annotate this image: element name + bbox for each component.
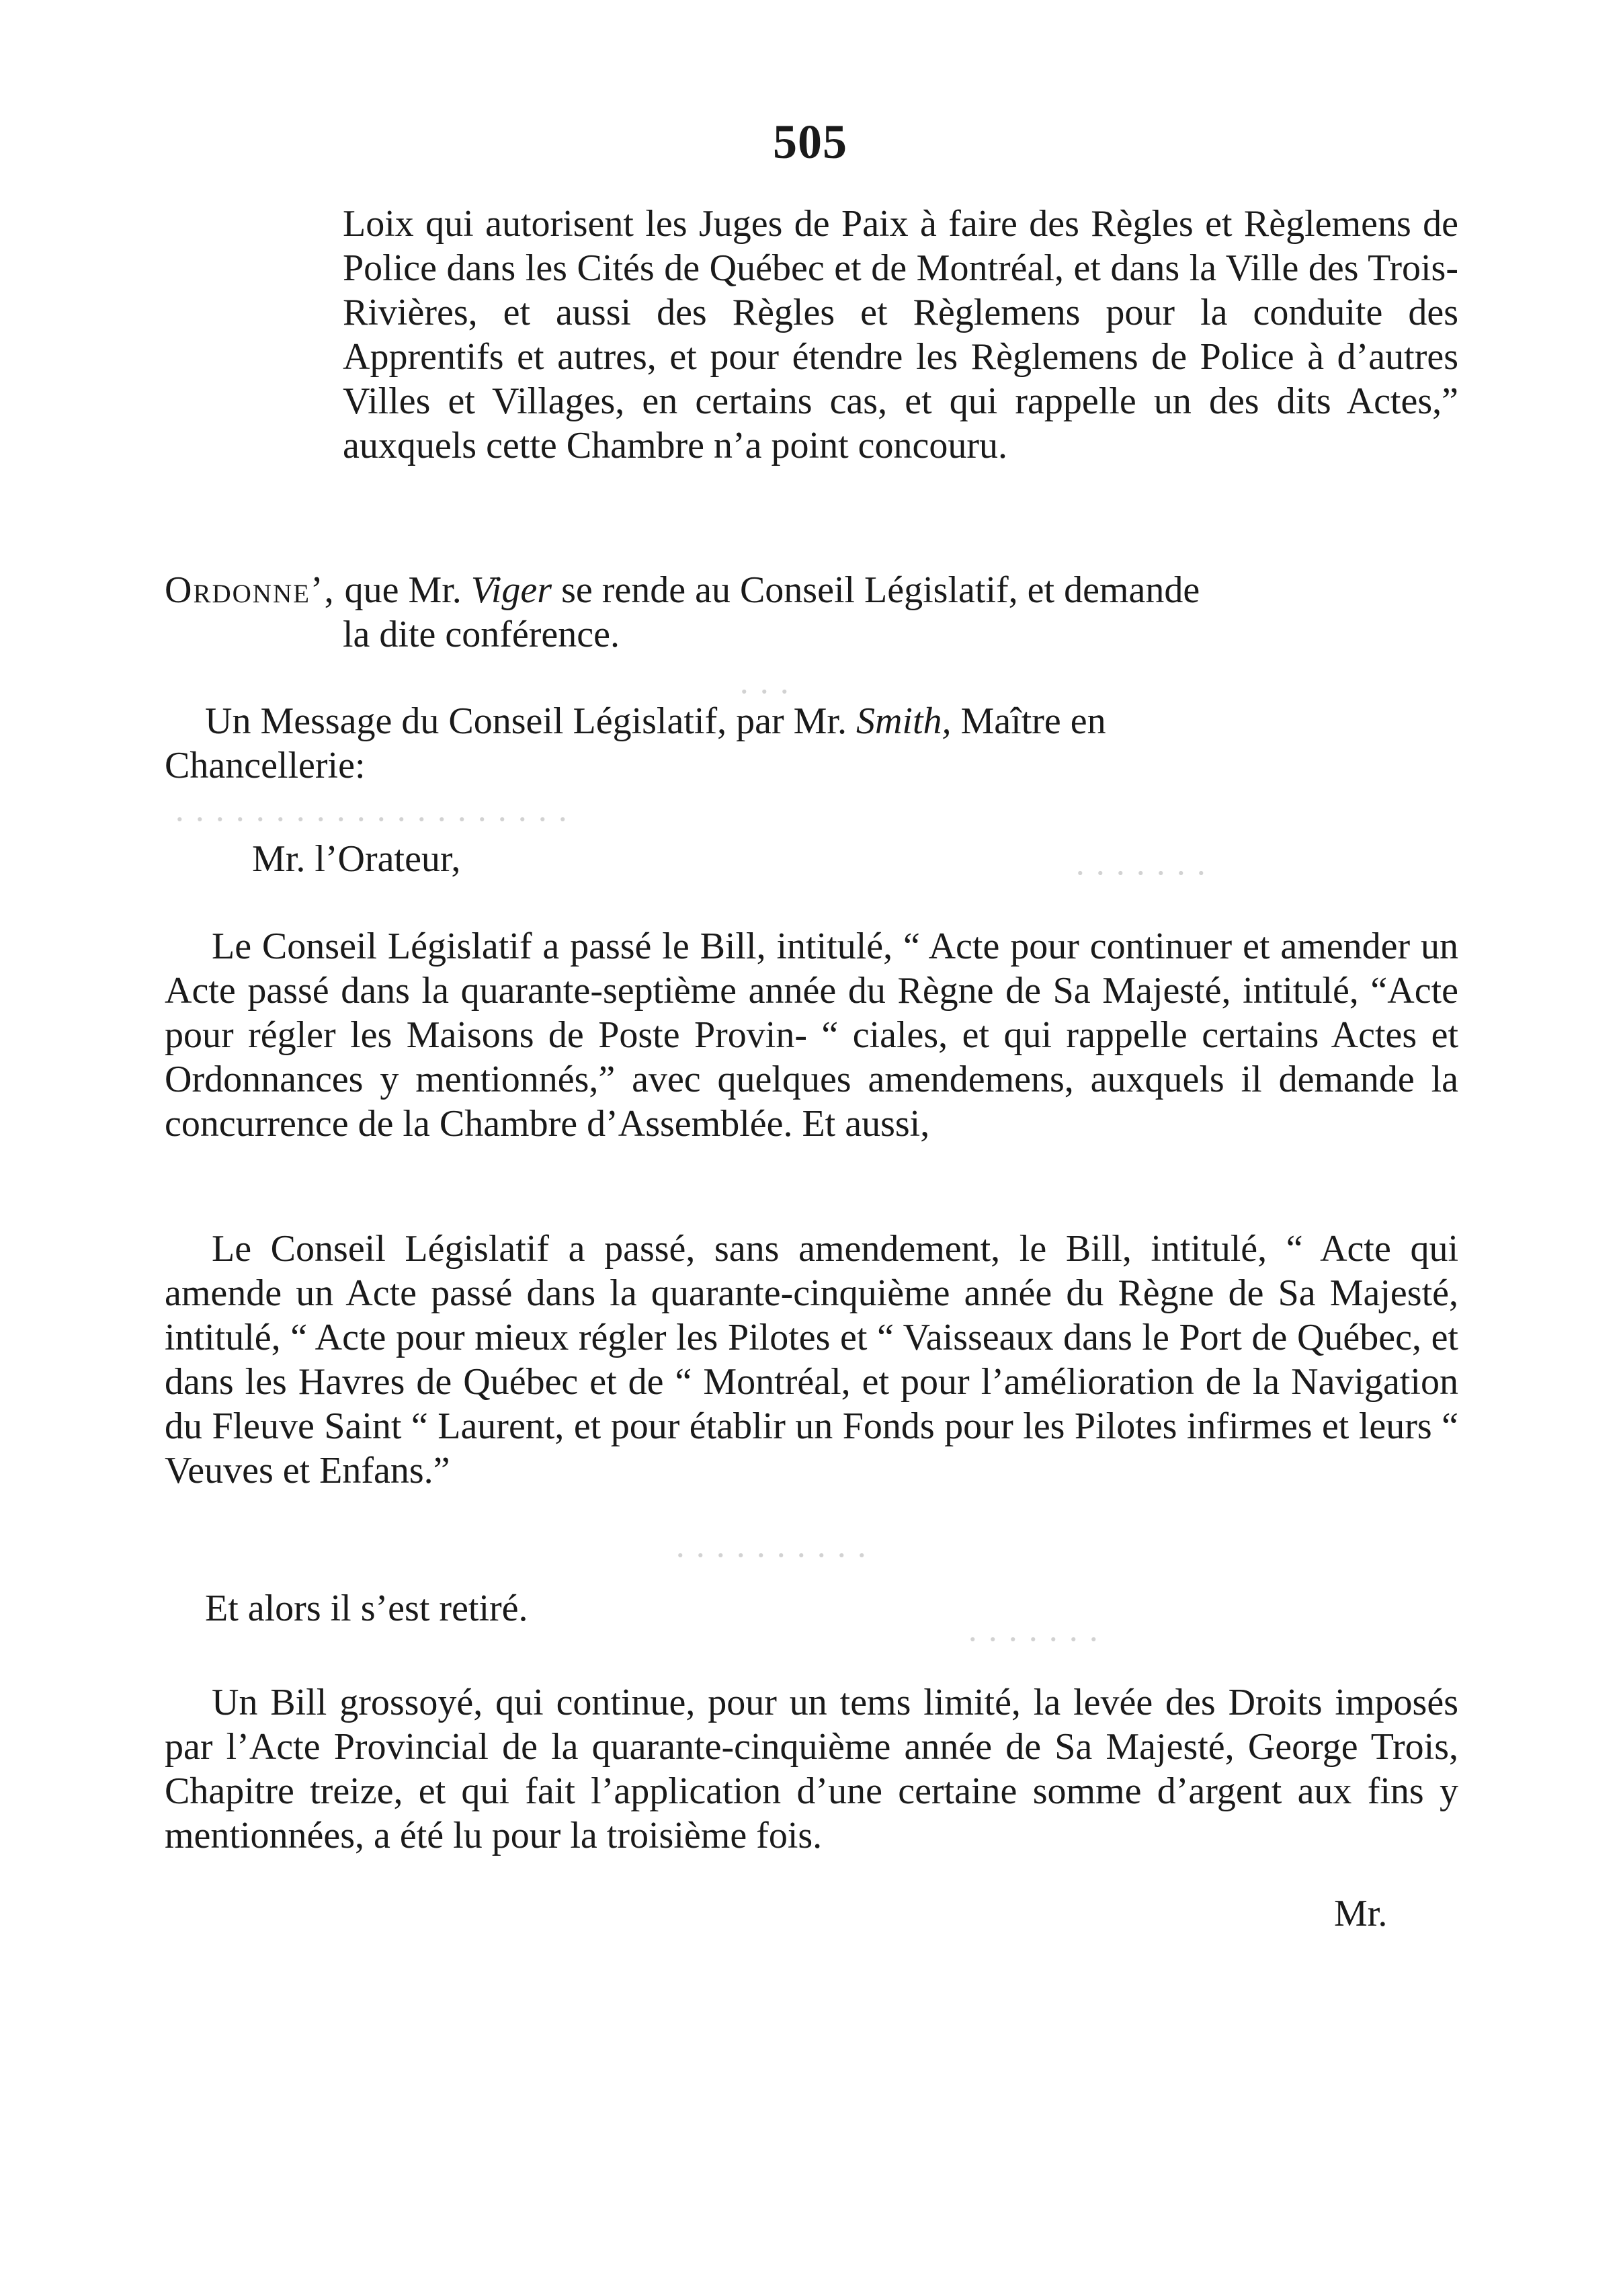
message-name: Smith,: [856, 700, 952, 742]
catchword: Mr.: [1334, 1893, 1388, 1934]
bleed-through-mark: · · · · · · ·: [968, 1621, 1099, 1659]
paragraph-first-bill: Le Conseil Législatif a passé le Bill, intitulé, “ Acte pour continuer et amender un Acte passé dans la quarante-septième année du Règne de Sa Majesté, intitulé, “Acte pour régler les Maisons de Poste Provin- “ ciales, et qui rappelle certains Actes et Ordonnances y mentionnés,” avec quelques amendemens, auxquels il demande la concurrence de la Chambre d’Assemblée. Et aussi,: [165, 926, 1458, 1145]
paragraph-salutation: Mr. l’Orateur,: [252, 838, 461, 880]
page-number: 505: [773, 115, 847, 169]
message-text-b: Maître en: [951, 700, 1106, 742]
bleed-through-mark: · · · · · · ·: [1075, 854, 1206, 893]
paragraph-order: [165, 568, 1458, 657]
order-text-b: se rende au Conseil Législatif, et demande: [552, 569, 1200, 611]
order-name: Viger: [470, 569, 552, 611]
paragraph-message: [165, 699, 1458, 788]
order-lead-word: Ordonne’,: [165, 569, 335, 611]
paragraph-withdrawal: Et alors il s’est retiré.: [205, 1588, 528, 1629]
bleed-through-mark: · · ·: [739, 673, 790, 711]
paragraph-engrossed-bill: Un Bill grossoyé, qui continue, pour un tems limité, la levée des Droits imposés par l’Acte Provincial de la quarante-cinquième année de Sa Majesté, George Trois, Chapitre treize, et qui fait l’application d’une certaine somme d’argent aux fins y mentionnées, a été lu pour la troisième fois.: [165, 1682, 1458, 1856]
paragraph-bill-title-continuation: Loix qui autorisent les Juges de Paix à faire des Règles et Règlemens de Police dans les Cités de Québec et de Montréal, et dans la Ville des Trois-Rivières, et aussi des Règles et Règlemens pour la conduite des Apprentifs et autres, et pour étendre les Règlemens de Police à d’autres Villes et Villages, en certains cas, et qui rappelle un des dits Actes,” auxquels cette Chambre n’a point concouru.: [343, 203, 1458, 466]
bleed-through-mark: · · · · · · · · · · · · · · · · · · · ·: [175, 801, 568, 839]
order-text-a: que Mr.: [335, 569, 471, 611]
order-continuation: la dite conférence.: [343, 614, 620, 655]
paragraph-second-bill: Le Conseil Législatif a passé, sans amendement, le Bill, intitulé, “ Acte qui amende un Acte passé dans la quarante-cinquième année du Règne de Sa Majesté, intitulé, “ Acte pour mieux régler les Pilotes et “ Vaisseaux dans le Port de Québec, et dans les Havres de Québec et de “ Montréal, et pour l’amélioration de la Navigation du Fleuve Saint “ Laurent, et pour établir un Fonds pour les Pilotes infirmes et leurs “ Veuves et Enfans.”: [165, 1228, 1458, 1491]
bleed-through-mark: · · · · · · · · · ·: [675, 1536, 867, 1575]
message-text-a: Un Message du Conseil Législatif, par Mr.: [205, 700, 856, 742]
message-continuation: Chancellerie:: [165, 745, 366, 786]
